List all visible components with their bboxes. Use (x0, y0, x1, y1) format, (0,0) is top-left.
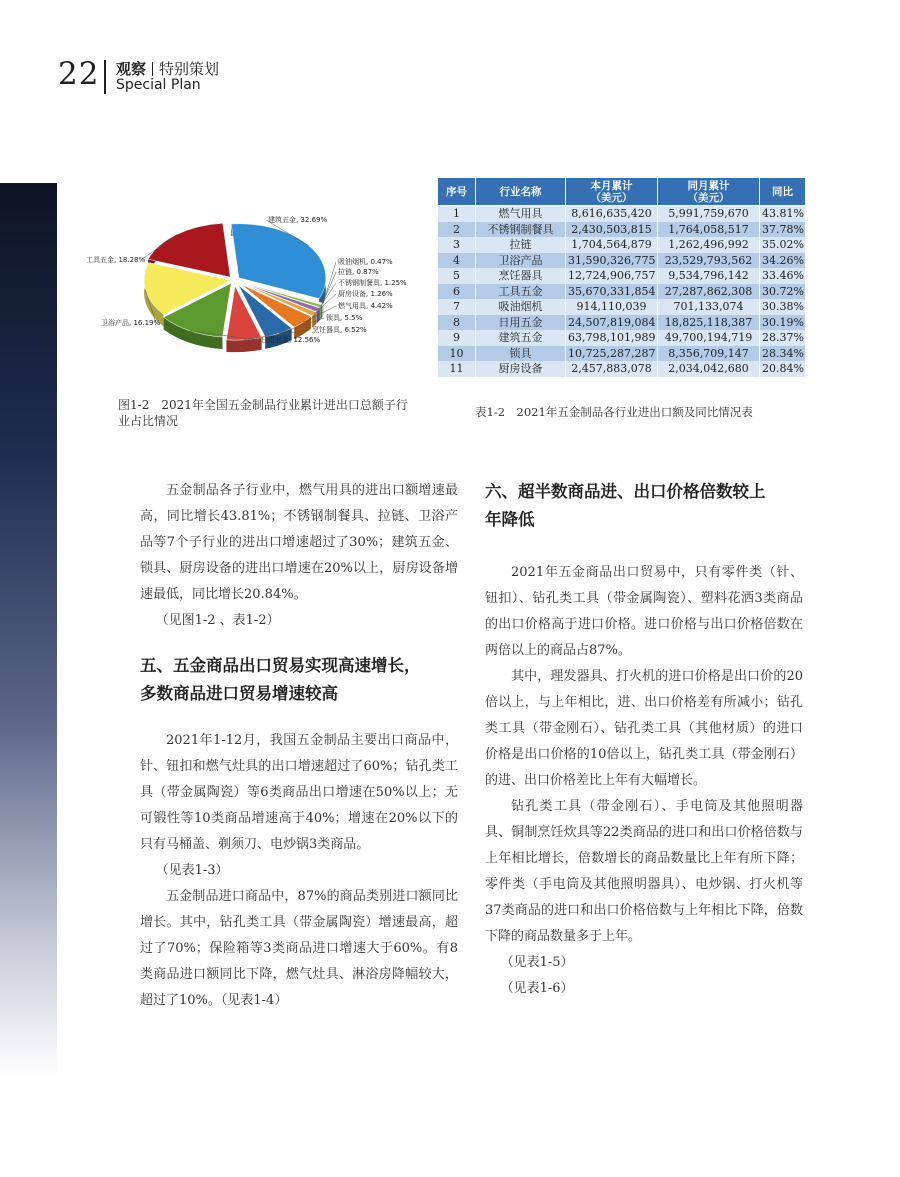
table-cell: 8 (438, 315, 476, 331)
table-cell: 5 (438, 268, 476, 284)
table-cell: 20.84% (760, 361, 806, 377)
heading-line: 六、超半数商品进、出口价格倍数较上 (485, 482, 766, 501)
table-header-cell: 同比 (760, 178, 806, 206)
pie-slice-label: 不锈钢制餐具, 1.25% (338, 279, 406, 287)
table-cell: 7 (438, 299, 476, 315)
table-caption: 表1-2 2021年五金制品各行业进出口额及同比情况表 (475, 405, 753, 419)
paragraph: 2021年五金商品出口贸易中，只有零件类（针、钮扣）、钻孔类工具（带金属陶瓷）、塑料花洒3类商品的出口价格高于进口价格。进口价格与出口价格倍数在两倍以上的商品占87%。 (485, 565, 803, 658)
paragraph: 钻孔类工具（带金刚石）、手电筒及其他照明器具、铜制烹饪炊具等22类商品的进口和出口价格倍数与上年相比增长，倍数增长的商品数量比上年有所下降；零件类（手电筒及其他照明器具）、电炒锅、打火机等37类商品的进口和出口价格倍数与上年相比下降，倍数下降的商品数量多于上年。 (485, 799, 803, 944)
table-cell: 28.34% (760, 346, 806, 362)
table-row (438, 237, 806, 253)
table-cell: 吸油烟机 (476, 299, 566, 315)
paragraph: 其中，理发器具、打火机的进口价格是出口价的20倍以上，与上年相比，进、出口价格差有所减小；钻孔类工具（带金刚石）、钻孔类工具（其他材质）的进口价格是出口价格的10倍以上，钻孔类工具（带金刚石）的进、出口价格差比上年有大幅增长。 (485, 669, 803, 788)
table-cell: 9 (438, 330, 476, 346)
pie-slice-label: 燃气用具, 4.42% (338, 302, 393, 310)
table-cell: 锁具 (476, 346, 566, 362)
table-cell: 18,825,118,387 (658, 315, 760, 331)
pie-slice-label: 建筑五金, 32.69% (268, 216, 328, 224)
pie-chart-svg (86, 184, 406, 389)
table-cell: 5,991,759,670 (658, 206, 760, 222)
pie-slice-label: 锁具, 5.5% (326, 314, 363, 322)
header-english: Special Plan (116, 77, 201, 93)
reference-note: （见表1-3） (155, 863, 229, 878)
table-cell: 30.72% (760, 284, 806, 300)
heading-line: 多数商品进口贸易增速较高 (140, 684, 338, 703)
table-cell: 燃气用具 (476, 206, 566, 222)
table-cell: 2,034,042,680 (658, 361, 760, 377)
table-cell: 34.26% (760, 253, 806, 269)
table-cell: 8,356,709,147 (658, 346, 760, 362)
industry-table (437, 177, 806, 377)
table-cell: 日用五金 (476, 315, 566, 331)
sidebar-gradient-bar (0, 183, 57, 1077)
table-row (438, 268, 806, 284)
table-row (438, 222, 806, 238)
section-name: 观察 (116, 60, 147, 78)
figure-caption: 图1-2 2021年全国五金制品行业累计进出口总额子行业占比情况 (118, 398, 408, 428)
table-cell: 49,700,194,719 (658, 330, 760, 346)
table-cell: 24,507,819,084 (566, 315, 658, 331)
table-cell: 8,616,635,420 (566, 206, 658, 222)
pie-slice-label: 日用五金, 12.56% (261, 336, 321, 344)
table-header-row (438, 178, 806, 206)
pie-slice-label: 工具五金, 18.28% (86, 256, 146, 264)
table-cell: 28.37% (760, 330, 806, 346)
table-cell: 4 (438, 253, 476, 269)
table-cell: 拉链 (476, 237, 566, 253)
table-header-cell: 同月累计 （美元） (658, 178, 760, 206)
table-body (438, 206, 806, 377)
pie-slice-label: 卫浴产品, 16.19% (101, 319, 161, 327)
table-cell: 1,764,058,517 (658, 222, 760, 238)
table-row (438, 253, 806, 269)
header-section (116, 58, 219, 79)
subsection-name: 特别策划 (159, 60, 220, 78)
pie-slice-label: 吸油烟机, 0.47% (338, 258, 393, 266)
table-cell: 工具五金 (476, 284, 566, 300)
table-row (438, 330, 806, 346)
table-cell: 10 (438, 346, 476, 362)
table-cell: 2 (438, 222, 476, 238)
table-cell: 63,798,101,989 (566, 330, 658, 346)
table-cell: 701,133,074 (658, 299, 760, 315)
header-divider (104, 60, 106, 94)
table-header-cell: 序号 (438, 178, 476, 206)
pie-slice-label: 拉链, 0.87% (338, 268, 379, 276)
table-cell: 9,534,796,142 (658, 268, 760, 284)
table-cell: 1,262,496,992 (658, 237, 760, 253)
right-column (485, 478, 803, 1002)
table-cell: 不锈钢制餐具 (476, 222, 566, 238)
section-heading-5 (140, 652, 458, 708)
table-cell: 43.81% (760, 206, 806, 222)
table-row (438, 315, 806, 331)
table-cell: 12,724,906,757 (566, 268, 658, 284)
table-cell: 2,457,883,078 (566, 361, 658, 377)
reference-note: （见表1-5） (500, 955, 574, 970)
pie-slice-label: 烹饪器具, 6.52% (312, 326, 367, 334)
table-cell: 30.19% (760, 315, 806, 331)
table-cell: 914,110,039 (566, 299, 658, 315)
section-heading-6 (485, 478, 803, 534)
table-cell: 2,430,503,815 (566, 222, 658, 238)
table-cell: 烹饪器具 (476, 268, 566, 284)
page-number: 22 (58, 56, 100, 92)
table-row (438, 361, 806, 377)
table-cell: 33.46% (760, 268, 806, 284)
table-cell: 厨房设备 (476, 361, 566, 377)
table-cell: 6 (438, 284, 476, 300)
table-cell: 1 (438, 206, 476, 222)
table-header-cell: 行业名称 (476, 178, 566, 206)
reference-note: （见图1-2 、表1-2） (155, 613, 280, 628)
table-cell: 11 (438, 361, 476, 377)
table-cell: 3 (438, 237, 476, 253)
paragraph: 五金制品进口商品中，87%的商品类别进口额同比增长。其中，钻孔类工具（带金属陶瓷）增速最高，超过了70%；保险箱等3类商品进口增速大于60%。有8类商品进口额同比下降，燃气灶具、淋浴房降幅较大，超过了10%。（见表1-4） (140, 889, 458, 1008)
paragraph: 2021年1-12月，我国五金制品主要出口商品中，针、钮扣和燃气灶具的出口增速超过了60%；钻孔类工具（带金属陶瓷）等6类商品出口增速在50%以上；无可锻性等10类商品增速高于40%；增速在20%以下的只有马桶盖、剃须刀、电炒锅3类商品。 (140, 733, 458, 852)
table-cell: 10,725,287,287 (566, 346, 658, 362)
table-row (438, 299, 806, 315)
table-row (438, 206, 806, 222)
heading-line: 五、五金商品出口贸易实现高速增长， (140, 656, 421, 675)
table-cell: 30.38% (760, 299, 806, 315)
table-row (438, 284, 806, 300)
table-cell: 1,704,564,879 (566, 237, 658, 253)
left-column (140, 478, 458, 1014)
table-cell: 35,670,331,854 (566, 284, 658, 300)
reference-note: （见表1-6） (500, 981, 574, 996)
table-cell: 27,287,862,308 (658, 284, 760, 300)
table-cell: 37.78% (760, 222, 806, 238)
table-cell: 31,590,326,775 (566, 253, 658, 269)
section-separator (152, 62, 153, 76)
pie-slice-label: 厨房设备, 1.26% (338, 290, 393, 298)
pie-chart (86, 184, 406, 389)
table-cell: 35.02% (760, 237, 806, 253)
table-row (438, 346, 806, 362)
table-cell: 建筑五金 (476, 330, 566, 346)
paragraph: 五金制品各子行业中，燃气用具的进出口额增速最高，同比增长43.81%；不锈钢制餐具、拉链、卫浴产品等7个子行业的进出口增速超过了30%；建筑五金、锁具、厨房设备的进出口增速在20%以上，厨房设备增速最低，同比增长20.84%。 (140, 483, 458, 602)
heading-line: 年降低 (485, 510, 535, 529)
table-header-cell: 本月累计 （美元） (566, 178, 658, 206)
table-cell: 卫浴产品 (476, 253, 566, 269)
table-cell: 23,529,793,562 (658, 253, 760, 269)
